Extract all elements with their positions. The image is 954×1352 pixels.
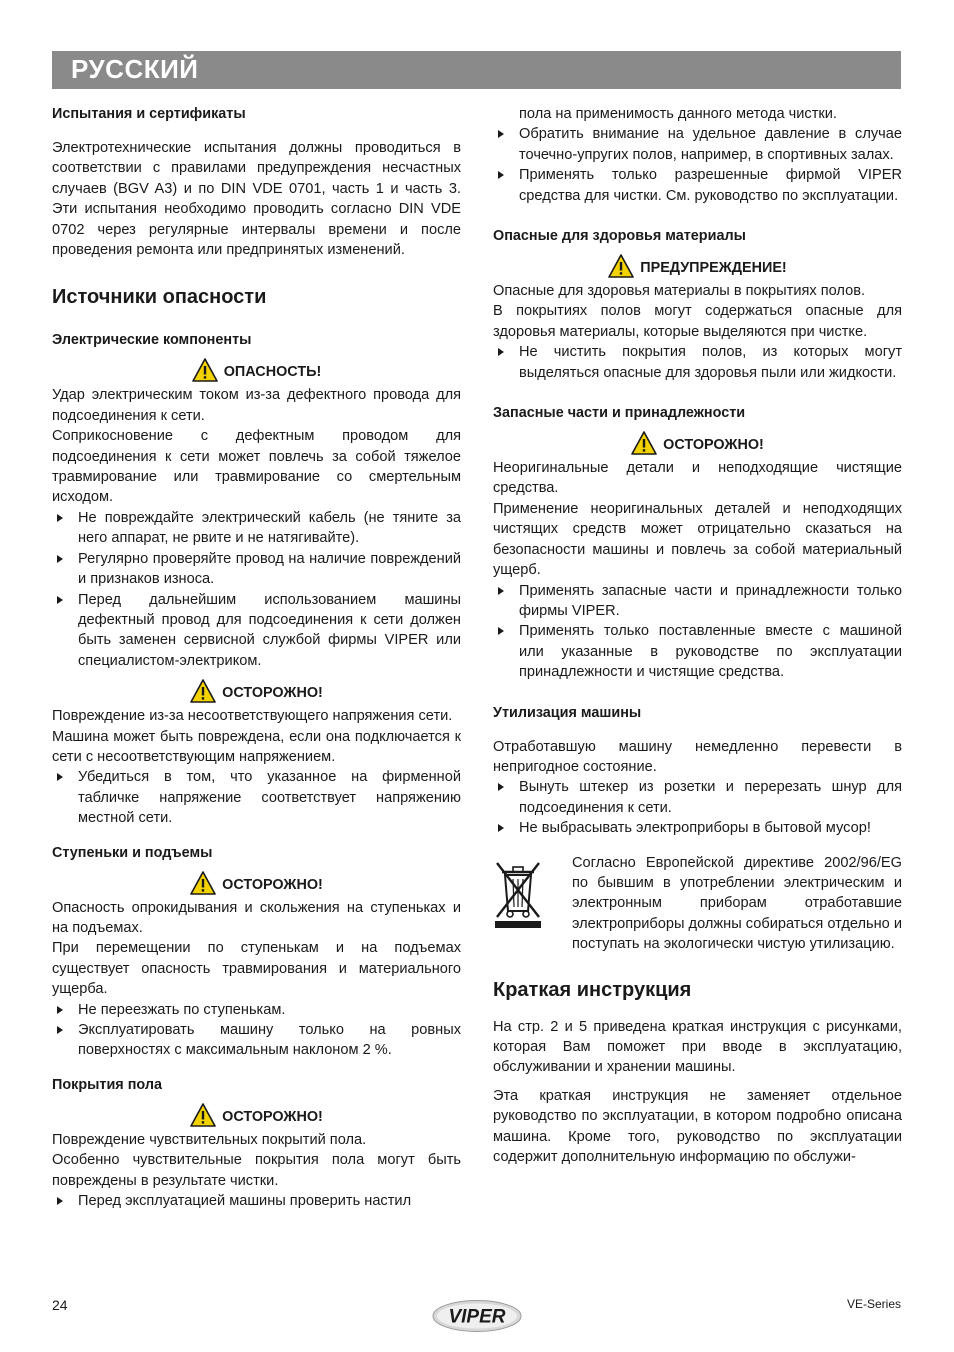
health-p1: Опасные для здоровья материалы в покрытиях полов. [493, 283, 866, 300]
bullet-triangle-icon [498, 348, 504, 356]
steps-p2: При перемещении по ступенькам и на подъемах существует опасность травмирования и материального ущерба. [52, 940, 461, 998]
list-item: Эксплуатировать машину только на ровных поверхностях с максимальным наклоном 2 %. [52, 1020, 461, 1061]
warning-label: ОСТОРОЖНО! [222, 1108, 323, 1125]
language-label: РУССКИЙ [71, 54, 199, 84]
warning-alert [493, 254, 902, 281]
section-title-steps: Ступеньки и подъемы [52, 844, 213, 861]
bullet-triangle-icon [57, 555, 63, 563]
warning-label: ОСТОРОЖНО! [222, 685, 323, 702]
warning-caution [52, 1103, 461, 1130]
bullet-triangle-icon [57, 596, 63, 604]
list-item: Вынуть штекер из розетки и перерезать шнур для подсоединения к сети. [493, 777, 902, 818]
bullet-triangle-icon [57, 514, 63, 522]
list-item: Регулярно проверяйте провод на наличие повреждений и признаков износа. [52, 549, 461, 590]
page-number: 24 [52, 1297, 68, 1313]
quick-p1: На стр. 2 и 5 приведена краткая инструкция с рисунками, которая Вам поможет при вводе в эксплуатацию, обслуживании и хранении машины. [493, 1018, 902, 1076]
warning-label: ОСТОРОЖНО! [222, 876, 323, 893]
bullet-triangle-icon [57, 1197, 63, 1205]
series-label: VE-Series [846, 1297, 901, 1311]
bullet-triangle-icon [57, 1026, 63, 1034]
bullet-triangle-icon [57, 1006, 63, 1014]
list-item: Перед дальнейшим использованием машины дефектный провод для подсоединения к сети должен быть заменен сервисной службой фирмы VIPER или специалистом-электриком. [52, 590, 461, 672]
warning-triangle-icon [631, 431, 657, 455]
electric-p4: Машина может быть повреждена, если она подключается к сети с несоответствующим напряжением. [52, 728, 461, 765]
warning-caution [493, 431, 902, 458]
weee-text: Согласно Европейской директиве 2002/96/EG по бывшим в употреблении электрическим и электронным приборам отработавшие электроприборы должны собираться отдельно и поступать на экологически чистую утилизацию. [572, 854, 902, 953]
warning-triangle-icon [190, 1103, 216, 1127]
parts-p2: Применение неоригинальных деталей и неподходящих чистящих средств может отрицательно сказаться на безопасности машины и повлечь за собой материальный ущерб. [493, 500, 902, 579]
bullet-triangle-icon [498, 130, 504, 138]
electric-p3: Повреждение из-за несоответствующего напряжения сети. [52, 708, 453, 725]
health-p2: В покрытиях полов могут содержаться опасные для здоровья материалы, которые выделяются при чистке. [493, 303, 902, 340]
parts-p1: Неоригинальные детали и неподходящие чистящие средства. [493, 460, 902, 497]
quick-guide-heading: Краткая инструкция [493, 978, 692, 1001]
viper-logo [432, 1299, 522, 1333]
section-title-electric: Электрические компоненты [52, 332, 252, 349]
right-column [493, 104, 902, 1167]
language-banner [52, 51, 901, 89]
warning-triangle-icon [190, 871, 216, 895]
list-item-continued: пола на применимость данного метода чистки. [519, 106, 837, 122]
section-title-parts: Запасные части и принадлежности [493, 405, 746, 422]
bullet-triangle-icon [498, 587, 504, 595]
warning-triangle-icon [192, 358, 218, 382]
tests-text: Электротехнические испытания должны проводиться в соответствии с правилами предупреждения несчастных случаев (BGV A3) и по DIN VDE 0701, часть 1 и часть 3. Эти испытания необходимо проводить согласно DIN VDE 0702 через регулярные интервалы времени и после проведения ремонта или предпринятых изменений. [52, 140, 461, 259]
crossed-out-bin-icon [493, 857, 543, 929]
floor-p2: Особенно чувствительные покрытия пола могут быть повреждены в результате чистки. [52, 1152, 461, 1189]
bullet-triangle-icon [498, 824, 504, 832]
list-item: Обратить внимание на удельное давление в случае точечно-упругих полов, например, в спортивных залах. [493, 124, 902, 165]
warning-triangle-icon [608, 254, 634, 278]
list-item: Применять только поставленные вместе с машиной или указанные в руководстве по эксплуатации принадлежности и чистящие средства. [493, 621, 902, 682]
hazards-heading: Источники опасности [52, 286, 267, 309]
list-item: Не выбрасывать электроприборы в бытовой мусор! [493, 818, 902, 838]
warning-caution [52, 679, 461, 706]
warning-caution [52, 871, 461, 898]
list-item: Применять только разрешенные фирмой VIPER средства для чистки. См. руководство по эксплуатации. [493, 165, 902, 206]
list-item: Не повреждайте электрический кабель (не тяните за него аппарат, не рвите и не натягивайте). [52, 508, 461, 549]
svg-text:VIPER: VIPER [448, 1306, 506, 1328]
bullet-triangle-icon [498, 171, 504, 179]
list-item: Применять запасные части и принадлежности только фирмы VIPER. [493, 581, 902, 622]
electric-p2: Соприкосновение с дефектным проводом для подсоединения к сети может повлечь за собой тяжелое травмирование или травмирование со смертельным исходом. [52, 428, 461, 506]
electric-p1: Удар электрическим током из-за дефектного провода для подсоединения к сети. [52, 387, 461, 424]
steps-p1: Опасность опрокидывания и скольжения на ступеньках и на подъемах. [52, 899, 461, 936]
warning-danger [52, 358, 461, 385]
section-title-tests: Испытания и сертификаты [52, 106, 246, 122]
warning-label: ОСТОРОЖНО! [663, 437, 764, 454]
left-column [52, 104, 461, 1211]
section-title-floor: Покрытия пола [52, 1076, 162, 1093]
list-item: Перед эксплуатацией машины проверить настил [52, 1191, 461, 1211]
section-title-disposal: Утилизация машины [493, 704, 642, 721]
list-item: Не переезжать по ступенькам. [52, 1000, 461, 1020]
disposal-p1: Отработавшую машину немедленно перевести в непригодное состояние. [493, 738, 902, 775]
bullet-triangle-icon [57, 773, 63, 781]
list-item: Не чистить покрытия полов, из которых могут выделяться опасные для здоровья пыли или жидкости. [493, 342, 902, 383]
floor-p1: Повреждение чувствительных покрытий пола. [52, 1131, 367, 1148]
warning-label: ПРЕДУПРЕЖДЕНИЕ! [640, 260, 787, 277]
bullet-triangle-icon [498, 627, 504, 635]
quick-p2: Эта краткая инструкция не заменяет отдельное руководство по эксплуатации, в котором подробно описана машина. Кроме того, руководство по эксплуатации содержит дополнительную информацию по обслужи- [493, 1087, 902, 1166]
section-title-health: Опасные для здоровья материалы [493, 228, 746, 245]
list-item: Убедиться в том, что указанное на фирменной табличке напряжение соответствует напряжению местной сети. [52, 767, 461, 828]
weee-notice [493, 853, 902, 955]
warning-triangle-icon [190, 679, 216, 703]
warning-label: ОПАСНОСТЬ! [223, 364, 322, 381]
bullet-triangle-icon [498, 783, 504, 791]
